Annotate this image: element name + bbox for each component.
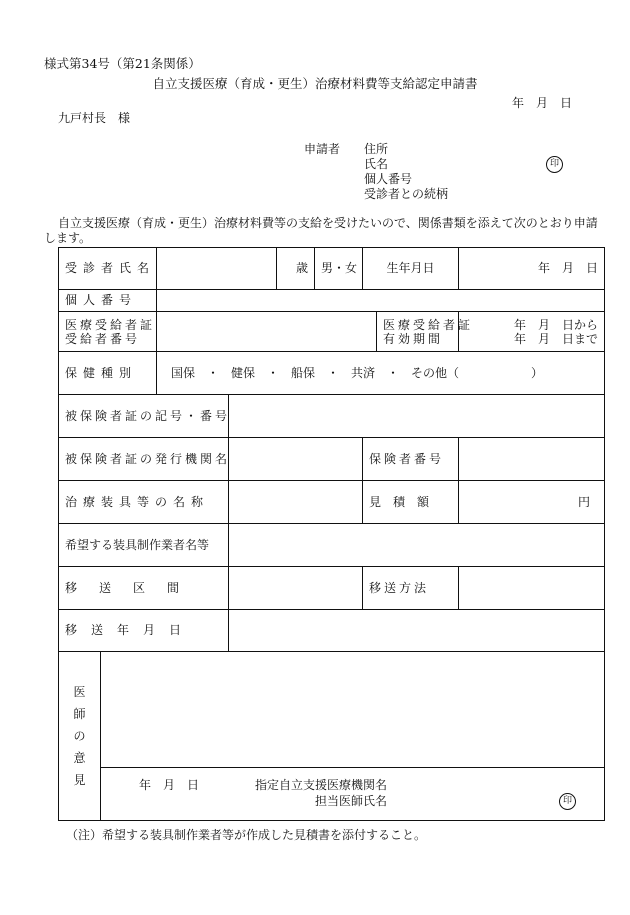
label-insurance-card-symbol: 被保険者証の記号・番号 [59, 395, 229, 438]
application-date: 年 月 日 [512, 96, 573, 110]
insurance-type-options[interactable]: 国保 ・ 健保 ・ 船保 ・ 共済 ・ その他（ ） [157, 352, 605, 395]
insurer-number-field[interactable] [459, 438, 605, 481]
label-recipient-cert-number-line1: 医療受給者証 [65, 317, 156, 332]
estimate-field[interactable]: 円 [459, 481, 605, 524]
seal-mark-doctor: 印 [559, 793, 576, 810]
label-recipient-cert-validity-line2: 有効期間 [383, 331, 444, 346]
seal-mark-applicant: 印 [546, 156, 563, 173]
label-recipient-cert-validity-line1: 医療受給者証 [383, 317, 474, 332]
label-doctor-opinion [59, 652, 101, 821]
label-device-name: 治療装具等の名称 [59, 481, 229, 524]
row-insurance-card-issuer [59, 438, 605, 481]
transport-method-field[interactable] [459, 567, 605, 610]
doctor-char-3: の [73, 729, 86, 743]
validity-to: 年 月 日まで [514, 331, 599, 346]
row-doctor-signature [59, 768, 605, 821]
label-transport-method: 移送方法 [363, 567, 459, 610]
label-patient-name: 受診者氏名 [59, 248, 157, 290]
birthdate-field[interactable]: 年 月 日 [459, 248, 605, 290]
personal-number-field[interactable] [157, 290, 605, 312]
doctor-char-4: 意 [73, 751, 86, 765]
applicant-address-label: 住所 [364, 142, 389, 156]
row-recipient-cert [59, 312, 605, 352]
row-personal-number [59, 290, 605, 312]
age-field[interactable]: 歳 [277, 248, 315, 290]
label-recipient-cert-number-line2: 受給者番号 [65, 331, 141, 346]
sex-field[interactable]: 男・女 [315, 248, 363, 290]
form-title: 自立支援医療（育成・更生）治療材料費等支給認定申請書 [152, 76, 478, 91]
label-insurance-type: 保健種別 [59, 352, 157, 395]
applicant-relationship-label: 受診者との続柄 [364, 187, 449, 201]
transport-date-field[interactable] [229, 610, 605, 652]
label-estimate: 見 積 額 [363, 481, 459, 524]
label-birthdate: 生年月日 [363, 248, 459, 290]
row-transport [59, 567, 605, 610]
intro-text: 自立支援医療（育成・更生）治療材料費等の支給を受けたいので、関係書類を添えて次のとおり申請します。 [44, 216, 598, 245]
label-desired-maker: 希望する装具制作業者名等 [59, 524, 229, 567]
label-institution: 指定自立支援医療機関名 [255, 778, 388, 792]
insurance-card-issuer-field[interactable] [229, 438, 363, 481]
validity-from: 年 月 日から [514, 317, 599, 332]
label-transport-section: 移送区間 [59, 567, 229, 610]
application-table [58, 247, 605, 821]
recipient-cert-number-field[interactable] [157, 312, 377, 352]
doctor-signature-area [101, 768, 605, 821]
patient-name-field[interactable] [157, 248, 277, 290]
row-transport-date [59, 610, 605, 652]
insurance-card-symbol-field[interactable] [229, 395, 605, 438]
label-insurer-number: 保険者番号 [363, 438, 459, 481]
applicant-name-label: 氏名 [364, 157, 389, 171]
transport-section-field[interactable] [229, 567, 363, 610]
doctor-char-1: 医 [73, 685, 86, 699]
label-recipient-cert-number [59, 312, 157, 352]
footnote: （注）希望する装具制作業者等が作成した見積書を添付すること。 [66, 828, 427, 842]
device-name-field[interactable] [229, 481, 363, 524]
row-device [59, 481, 605, 524]
row-patient [59, 248, 605, 290]
label-physician: 担当医師氏名 [315, 794, 388, 808]
row-desired-maker [59, 524, 605, 567]
form-number: 様式第34号（第21条関係） [44, 56, 201, 71]
applicant-label: 申請者 [304, 142, 341, 156]
label-insurance-card-issuer: 被保険者証の発行機関名 [59, 438, 229, 481]
row-insurance-card-symbol [59, 395, 605, 438]
desired-maker-field[interactable] [229, 524, 605, 567]
row-insurance-type [59, 352, 605, 395]
doctor-date[interactable]: 年 月 日 [139, 778, 200, 792]
label-personal-number: 個人番号 [59, 290, 157, 312]
addressee: 九戸村長 様 [58, 111, 131, 125]
applicant-fields [364, 142, 448, 202]
row-doctor-opinion [59, 652, 605, 768]
doctor-char-2: 師 [73, 707, 86, 721]
label-recipient-cert-validity [377, 312, 474, 352]
validity-field[interactable] [459, 312, 605, 352]
doctor-opinion-field[interactable] [101, 652, 605, 768]
applicant-personal-number-label: 個人番号 [364, 172, 413, 186]
doctor-char-5: 見 [73, 773, 86, 787]
label-transport-date: 移送年月日 [59, 610, 229, 652]
